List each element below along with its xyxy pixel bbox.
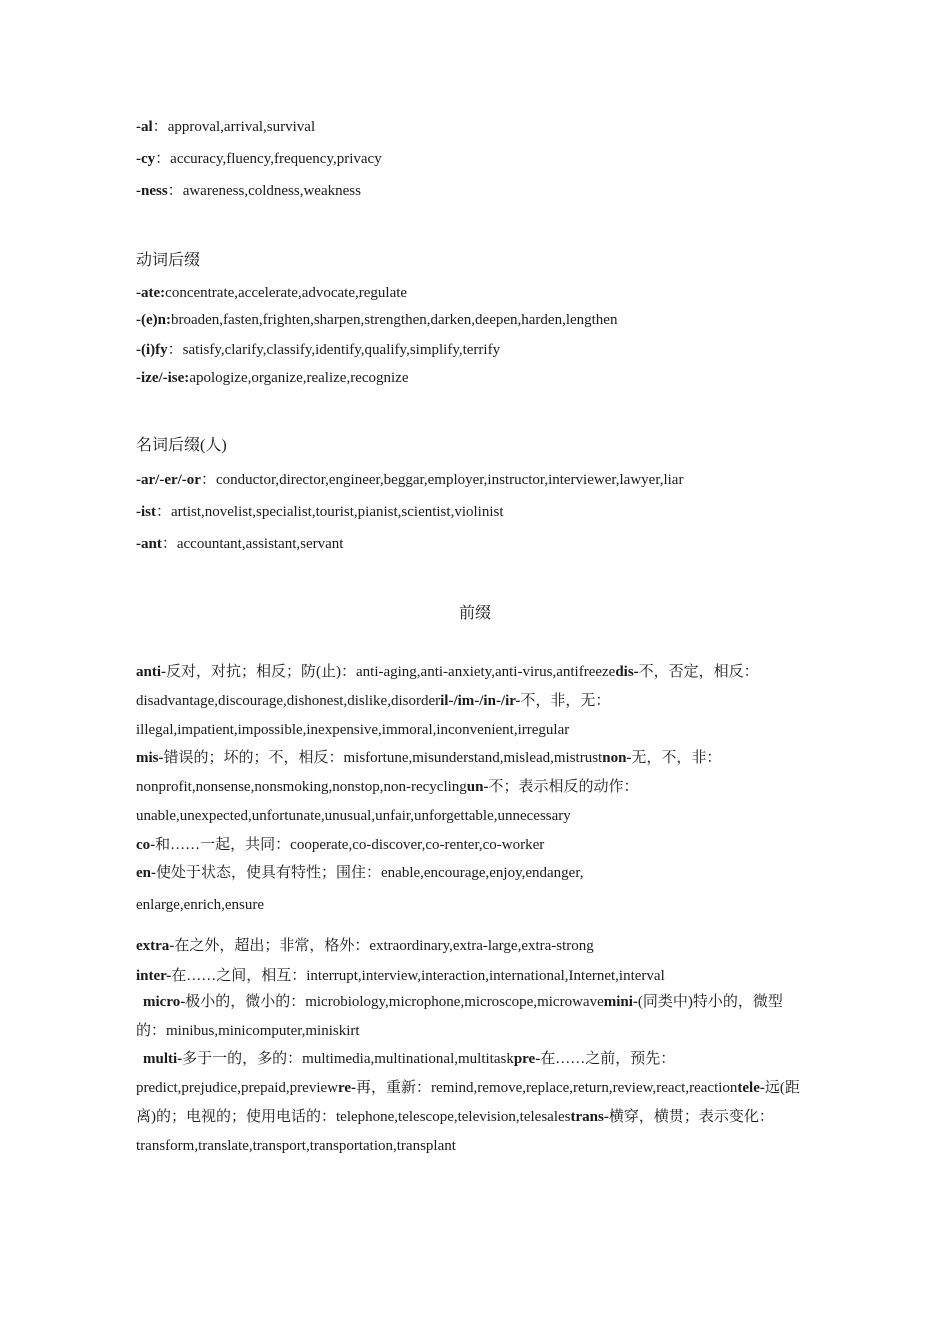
prefix-line: unable,unexpected,unfortunate,unusual,unfair,unforgettable,unnecessary	[136, 808, 571, 824]
suffix-label: -ant	[136, 536, 162, 552]
suffix-line-al: -al：approval,arrival,survival	[136, 119, 316, 135]
suffix-line-er: -ar/-er/-or：conductor,director,engineer,beggar,employer,instructor,interviewer,lawyer,liar	[136, 472, 684, 488]
prefix-line: 离)的；电视的；使用电话的：telephone,telescope,television,telesalestrans-横穿，横贯；表示变化：	[136, 1109, 774, 1125]
example-words: broaden,fasten,frighten,sharpen,strengthen,darken,deepen,harden,lengthen	[170, 312, 618, 328]
prefix-line: inter-在……之间，相互：interrupt,interview,interaction,international,Internet,interval	[136, 968, 665, 984]
prefix-line: transform,translate,transport,transportation,transplant	[136, 1138, 456, 1154]
suffix-label: -ness	[136, 183, 168, 199]
prefix-line: mis-错误的；坏的；不，相反：misfortune,misunderstand,mislead,mistrustnon-无，不，非：	[136, 750, 722, 766]
prefix-line: disadvantage,discourage,dishonest,dislike,disorderil-/im-/in-/ir-不，非，无：	[136, 693, 611, 709]
suffix-label: -cy	[136, 151, 156, 167]
example-words: accuracy,fluency,frequency,privacy	[170, 151, 382, 167]
verb-suffix-heading: 动词后缀	[136, 252, 201, 269]
suffix-label: -(e)n:	[136, 312, 171, 328]
suffix-line-ate	[136, 283, 407, 303]
suffix-label: -ize/-ise:	[136, 370, 190, 386]
prefix-line: anti-反对，对抗；相反；防(止)：anti-aging,anti-anxiety,anti-virus,antifreezedis-不，否定，相反：	[136, 664, 759, 680]
prefix-heading: 前缀	[458, 605, 491, 622]
prefix-line: co-和……一起，共同：cooperate,co-discover,co-renter,co-worker	[136, 837, 545, 853]
example-words: accountant,assistant,servant	[176, 536, 344, 552]
prefix-line: extra-在之外，超出；非常，格外：extraordinary,extra-large,extra-strong	[136, 938, 594, 954]
suffix-line-cy: -cy：accuracy,fluency,frequency,privacy	[136, 151, 382, 167]
suffix-label: -al	[136, 119, 153, 135]
prefix-line: predict,prejudice,prepaid,previewre-再，重新：remind,remove,replace,return,review,react,reactiontele-远(距	[136, 1080, 800, 1096]
suffix-label: -(i)fy	[136, 342, 168, 358]
example-words: apologize,organize,realize,recognize	[189, 370, 409, 386]
prefix-line: 的：minibus,minicomputer,miniskirt	[136, 1023, 360, 1039]
example-words: conductor,director,engineer,beggar,employer,instructor,interviewer,lawyer,liar	[215, 472, 684, 488]
example-words: approval,arrival,survival	[167, 119, 316, 135]
prefix-line: micro-极小的，微小的：microbiology,microphone,microscope,microwavemini-(同类中)特小的，微型	[143, 994, 783, 1010]
prefix-line: illegal,impatient,impossible,inexpensive,immoral,inconvenient,irregular	[136, 722, 570, 738]
suffix-label: -ist	[136, 504, 156, 520]
example-words: concentrate,accelerate,advocate,regulate	[165, 285, 408, 301]
prefix-line: nonprofit,nonsense,nonsmoking,nonstop,non-recyclingun-不；表示相反的动作：	[136, 779, 639, 795]
example-words: satisfy,clarify,classify,identify,qualify,simplify,terrify	[182, 342, 501, 358]
suffix-line-ist: -ist：artist,novelist,specialist,tourist,pianist,scientist,violinist	[136, 504, 504, 520]
prefix-line: en-使处于状态，使具有特性；围住：enable,encourage,enjoy,endanger,	[136, 865, 584, 881]
person-suffix-heading: 名词后缀(人)	[136, 437, 227, 454]
suffix-label: -ate:	[136, 285, 166, 301]
suffix-line-ness: -ness：awareness,coldness,weakness	[136, 183, 361, 199]
suffix-label: -ar/-er/-or	[136, 472, 201, 488]
example-words: awareness,coldness,weakness	[182, 183, 361, 199]
suffix-line-ify: -(i)fy：satisfy,clarify,classify,identify,qualify,simplify,terrify	[136, 342, 501, 358]
suffix-line-en	[136, 310, 617, 330]
suffix-line-ant: -ant：accountant,assistant,servant	[136, 536, 344, 552]
suffix-line-ize	[136, 368, 409, 388]
prefix-line: multi-多于一的，多的：multimedia,multinational,multitaskpre-在……之前，预先：	[143, 1051, 676, 1067]
example-words: artist,novelist,specialist,tourist,pianist,scientist,violinist	[171, 504, 504, 520]
prefix-line: enlarge,enrich,ensure	[136, 897, 264, 913]
